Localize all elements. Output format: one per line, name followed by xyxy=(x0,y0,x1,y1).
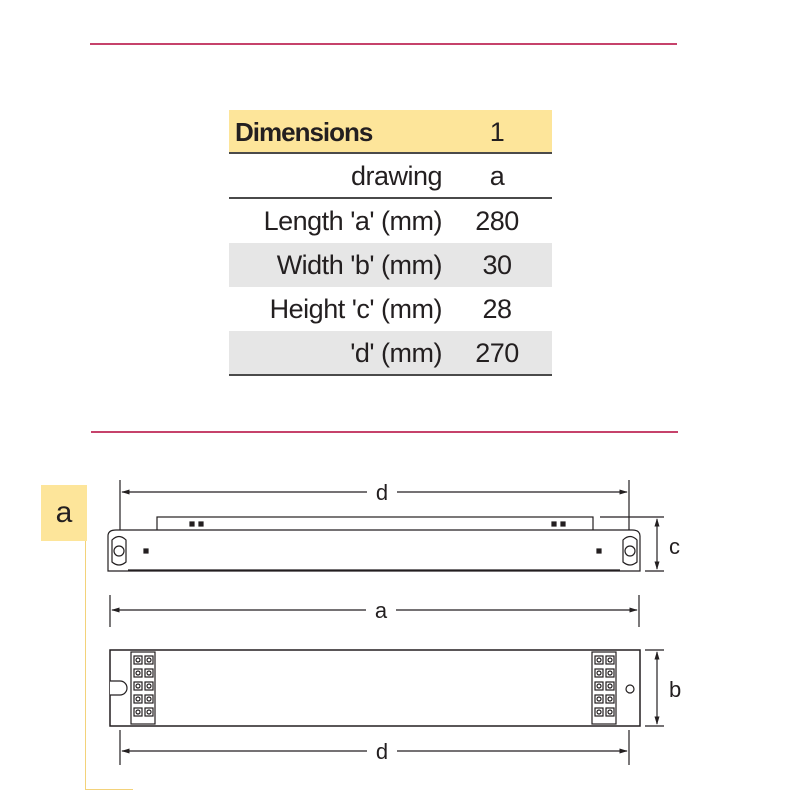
slot-left xyxy=(110,681,127,695)
side-view-body xyxy=(108,530,640,571)
dim-label-d-top: d xyxy=(375,480,389,505)
marker-square xyxy=(199,522,203,526)
row-label: Width 'b' (mm) xyxy=(276,250,442,280)
row-value: 270 xyxy=(475,338,519,368)
dim-label-d-bottom: d xyxy=(375,739,389,764)
marker-square xyxy=(552,522,556,526)
drawing-label: drawing xyxy=(350,161,442,191)
row-value: 30 xyxy=(482,250,512,280)
row-value: 28 xyxy=(482,294,512,324)
marker-square xyxy=(597,549,601,553)
terminal-block-left xyxy=(131,652,155,724)
row-label: 'd' (mm) xyxy=(350,338,442,368)
marker-square xyxy=(190,522,194,526)
marker-square xyxy=(144,549,148,553)
dim-label-a: a xyxy=(374,598,388,623)
drawing-tag: a xyxy=(41,485,87,541)
row-value: 280 xyxy=(475,206,519,236)
marker-square xyxy=(561,522,565,526)
column-header: 1 xyxy=(489,117,505,147)
top-view-body xyxy=(110,650,640,726)
drawing-value: a xyxy=(489,161,505,191)
table-title: Dimensions xyxy=(235,117,373,147)
dim-label-c: c xyxy=(669,534,680,559)
row-label: Height 'c' (mm) xyxy=(269,294,442,324)
side-view-cover xyxy=(157,517,593,531)
dim-label-b: b xyxy=(669,677,682,702)
row-label: Length 'a' (mm) xyxy=(263,206,442,236)
